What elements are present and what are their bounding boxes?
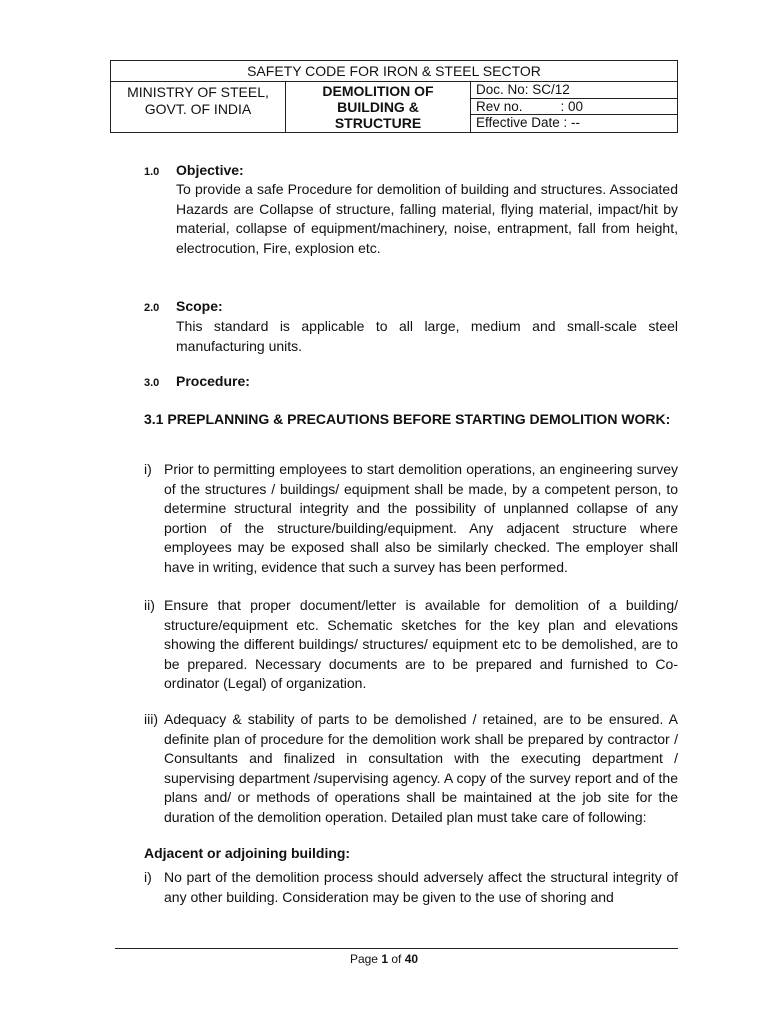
list-marker: iii): [144, 711, 158, 727]
procedure-number: 3.0: [144, 377, 160, 389]
scope-heading: [144, 298, 223, 314]
header-row: [111, 82, 677, 132]
list-item-text: No part of the demolition process should adversely affect the structural integrity of any other building. Consideration may be given to the use of shoring and: [164, 869, 678, 905]
list-item: [144, 596, 678, 694]
footer-divider: [115, 948, 678, 949]
org-line-1: MINISTRY OF STEEL,: [127, 84, 269, 100]
revision-number: [471, 99, 677, 116]
list-item-text: Prior to permitting employees to start demolition operations, an engineering survey of the structures / buildings/ equipment shall be made, by a competent person, to determine structural integrity and the possibility of unplanned collapse of any portion of the structure/building/equipment. Any adjacent structure where employees may be exposed shall also be similarly checked. The employer shall have in writing, evidence that such a survey has been performed.: [164, 461, 678, 575]
header-subject: [286, 82, 471, 132]
doc-number: Doc. No: SC/12: [471, 82, 677, 99]
list-marker: i): [144, 869, 152, 885]
list-marker: ii): [144, 597, 155, 613]
procedure-heading: [144, 373, 250, 389]
list-item-text: Ensure that proper document/letter is available for demolition of a building/ structure/equipment etc. Schematic sketches for the key plan and elevations showing the different buildings/ structures/ equipment etc to be demolished, are to be prepared. Necessary documents are to be prepared and furnished to Co-ordinator (Legal) of organization.: [164, 597, 678, 691]
page-label: Page: [349, 952, 378, 966]
objective-title: Objective:: [176, 162, 244, 178]
preplanning-heading: 3.1 PREPLANNING & PRECAUTIONS BEFORE STARTING DEMOLITION WORK:: [144, 411, 671, 427]
scope-title: Scope:: [176, 298, 223, 314]
procedure-title: Procedure:: [176, 373, 250, 389]
rev-value: : 00: [560, 98, 584, 114]
page-of: of: [391, 952, 402, 966]
subject-line-3: STRUCTURE: [334, 115, 422, 131]
header-doc-info: [471, 82, 677, 132]
page-current: 1: [381, 952, 388, 966]
objective-text: To provide a safe Procedure for demolition of building and structures. Associated Hazards are Collapse of structure, falling material, flying material, impact/hit by material, collapse of equipment/machinery, noise, entrapment, fall from height, electrocution, Fire, explosion etc.: [176, 181, 678, 256]
list-item: [144, 868, 678, 907]
rev-label: Rev no.: [476, 98, 523, 114]
list-marker: i): [144, 461, 152, 477]
page-total: 40: [404, 952, 419, 966]
effective-date: Effective Date : --: [476, 115, 581, 131]
header-table: [110, 60, 678, 133]
page-footer: [0, 952, 768, 966]
list-item: [144, 710, 678, 827]
scope-text: This standard is applicable to all large, medium and small-scale steel manufacturing units.: [176, 318, 678, 354]
subject-line-1: DEMOLITION OF: [322, 83, 434, 99]
objective-heading: [144, 162, 244, 178]
scope-number: 2.0: [144, 302, 160, 314]
header-organization: [111, 82, 286, 132]
subject-line-2: BUILDING &: [337, 99, 419, 115]
org-line-2: GOVT. OF INDIA: [144, 101, 252, 117]
header-title: SAFETY CODE FOR IRON & STEEL SECTOR: [111, 61, 677, 82]
adjacent-heading: Adjacent or adjoining building:: [144, 845, 351, 861]
list-item: [144, 460, 678, 577]
objective-number: 1.0: [144, 166, 160, 178]
list-item-text: Adequacy & stability of parts to be demolished / retained, are to be ensured. A definite plan of procedure for the demolition work shall be prepared by contractor / Consultants and finalized in consultation with the executing department / supervising department /supervising agency. A copy of the survey report and of the plans and/ or methods of operations shall be maintained at the job site for the duration of the demolition operation. Detailed plan must take care of following:: [164, 711, 678, 825]
